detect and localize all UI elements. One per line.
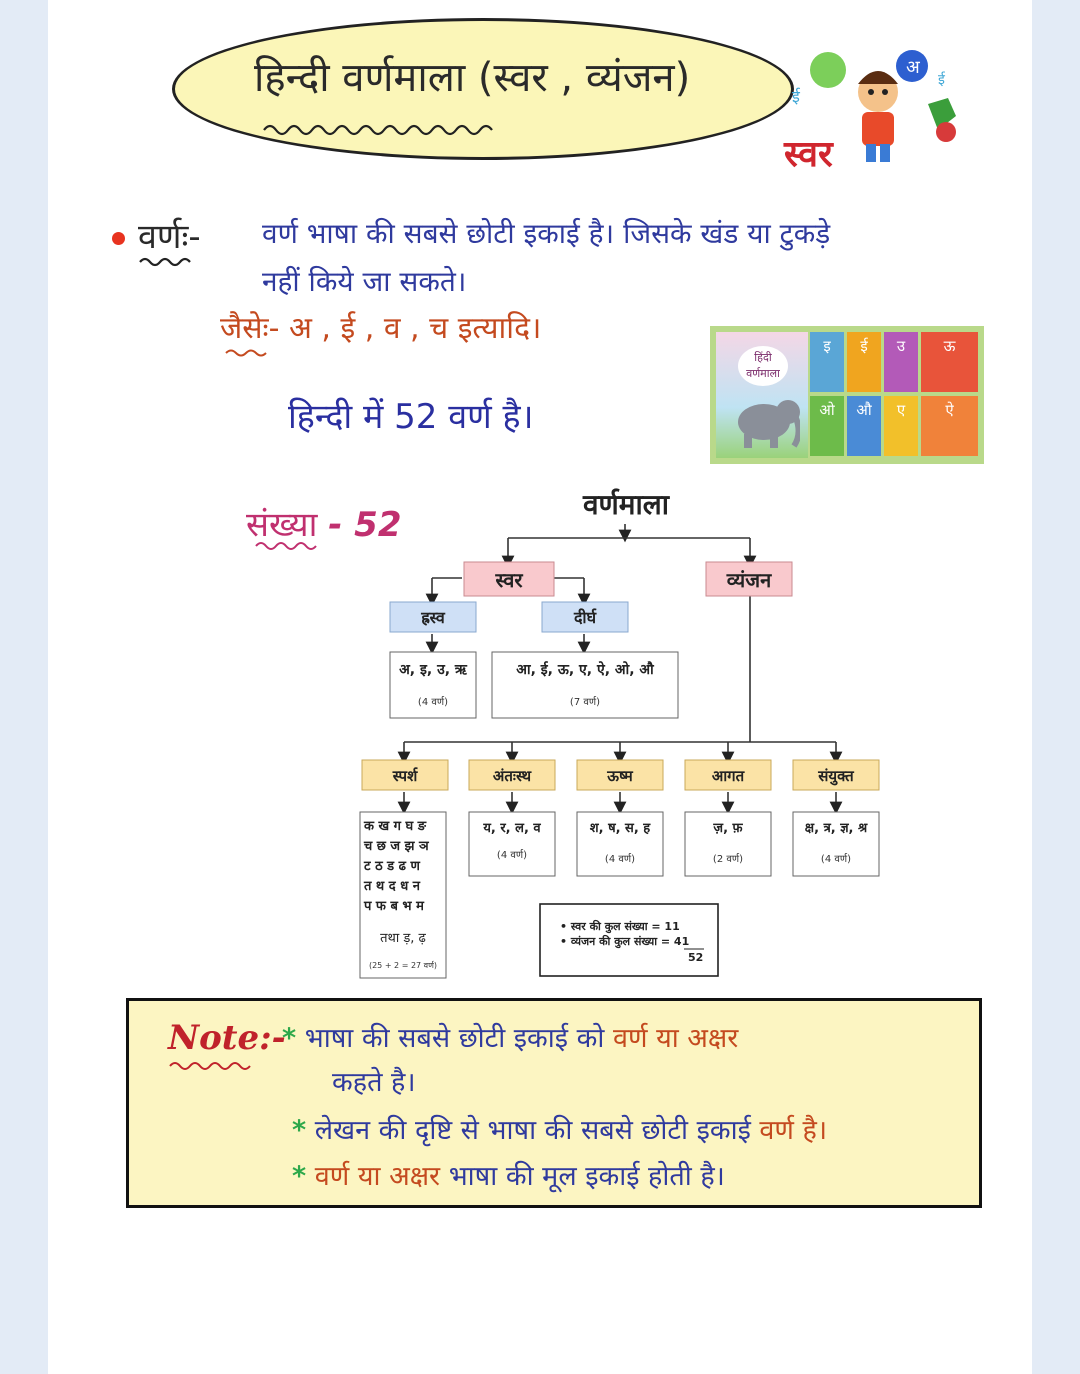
note-label: Note:-: [168, 1018, 286, 1058]
page: [48, 0, 1032, 1374]
tree-sparsh-extra: तथा ड़, ढ़: [380, 931, 426, 946]
varn-definition-line2: नहीं किये जा सकते।: [262, 265, 467, 298]
tree-sparsh-row-2: च छ ज झ ञ: [364, 839, 429, 854]
tree-sparsh-row-5: प फ ब भ म: [364, 899, 424, 914]
chart-cell-i: इ: [810, 332, 844, 392]
svar-logo-text: स्वर: [784, 133, 833, 175]
varn-heading: वर्णः-: [138, 217, 201, 257]
sankhya-value: - 52: [328, 505, 402, 545]
page-title: हिन्दी वर्णमाला (स्वर , व्यंजन): [254, 55, 691, 101]
svg-text:अ: अ: [906, 57, 920, 78]
star-bullet-icon: *: [292, 1115, 307, 1146]
sankhya-label: संख्या - 52: [246, 505, 402, 545]
star-bullet-icon: *: [282, 1023, 297, 1054]
tree-cat-sanyukt: संयुक्त: [818, 767, 854, 785]
tree-summary-svar: • स्वर की कुल संख्या = 11: [560, 920, 680, 933]
example-underline: [224, 346, 274, 360]
tree-sparsh-row-4: त थ द ध न: [364, 879, 420, 894]
svg-text:ई: ई: [792, 87, 800, 106]
tree-root: वर्णमाला: [582, 488, 670, 521]
tree-sparsh-row-3: ट ठ ड ढ ण: [364, 859, 420, 874]
elephant-icon: [730, 390, 800, 450]
varnmala-tree-diagram: [348, 480, 898, 980]
chart-card-title: हिंदी वर्णमाला: [738, 346, 788, 386]
chart-cell-au: औ: [847, 396, 881, 456]
note-line-3: * वर्ण या अक्षर भाषा की मूल इकाई होती है।: [292, 1161, 725, 1192]
tree-dirgha-letters: आ, ई, ऊ, ए, ऐ, ओ, औ: [516, 662, 654, 678]
note-line-1: * भाषा की सबसे छोटी इकाई को वर्ण या अक्षर: [282, 1023, 739, 1054]
varn-definition-line1: वर्ण भाषा की सबसे छोटी इकाई है। जिसके खंड या टुकड़े: [262, 217, 831, 250]
tree-sparsh-box: [360, 812, 446, 978]
svg-text:ई: ई: [938, 72, 945, 88]
chart-cell-e: ए: [884, 396, 918, 456]
varn-underline: [138, 254, 198, 270]
tree-sparsh-count: (25 + 2 = 27 वर्ण): [368, 961, 438, 970]
sankhya-underline: [254, 538, 324, 554]
chart-cell-uu: ऊ: [921, 332, 978, 392]
tree-sparsh-row-1: क ख ग घ ङ: [364, 819, 427, 834]
tree-cat-aagat: आगत: [711, 767, 745, 785]
chart-cell-ai: ऐ: [921, 396, 978, 456]
tree-cat-sparsh: स्पर्श: [392, 767, 418, 785]
tree-cat-antahstha: अंतःस्थ: [492, 767, 532, 785]
tree-hrasva-count: (4 वर्ण): [417, 697, 449, 708]
note-line-2: * लेखन की दृष्टि से भाषा की सबसे छोटी इकाई वर्ण है।: [292, 1115, 828, 1146]
tree-ushma-letters: श, ष, स, ह: [589, 821, 651, 836]
varn-example: जैसेः- अ , ई , व , च इत्यादि।: [220, 311, 542, 346]
tree-aagat-letters: ज़, फ़: [713, 821, 743, 836]
tree-antahstha-count: (4 वर्ण): [496, 850, 528, 861]
note-underline: [168, 1058, 258, 1074]
chart-cell-u: उ: [884, 332, 918, 392]
varn-count-statement: हिन्दी में 52 वर्ण है।: [288, 397, 534, 437]
tree-vyanjan: व्यंजन: [726, 568, 772, 592]
star-bullet-icon: *: [292, 1161, 307, 1192]
tree-sanyukt-count: (4 वर्ण): [820, 854, 852, 865]
tree-dirgha-count: (7 वर्ण): [569, 697, 601, 708]
tree-svar: स्वर: [495, 568, 523, 592]
tree-hrasva: ह्रस्व: [421, 608, 445, 627]
tree-antahstha-letters: य, र, ल, व: [483, 821, 541, 836]
tree-sanyukt-letters: क्ष, त्र, ज्ञ, श्र: [804, 821, 868, 836]
tree-aagat-count: (2 वर्ण): [712, 854, 744, 865]
tree-cat-ushma: ऊष्म: [607, 767, 633, 785]
chart-cell-ii: ई: [847, 332, 881, 392]
tree-hrasva-letters: अ, इ, उ, ऋ: [399, 662, 467, 678]
bullet-dot: [112, 232, 125, 245]
tree-summary-vyanjan: • व्यंजन की कुल संख्या = 41: [560, 935, 690, 948]
varnmala-chart-card: [710, 326, 984, 464]
title-underline: [262, 118, 502, 140]
tree-dirgha: दीर्घ: [573, 608, 597, 627]
chart-cell-o: ओ: [810, 396, 844, 456]
note-line-1-cont: कहते है।: [332, 1067, 416, 1098]
tree-summary-total: 52: [688, 951, 704, 964]
tree-ushma-count: (4 वर्ण): [604, 854, 636, 865]
chart-card-elephant-panel: [716, 332, 808, 458]
